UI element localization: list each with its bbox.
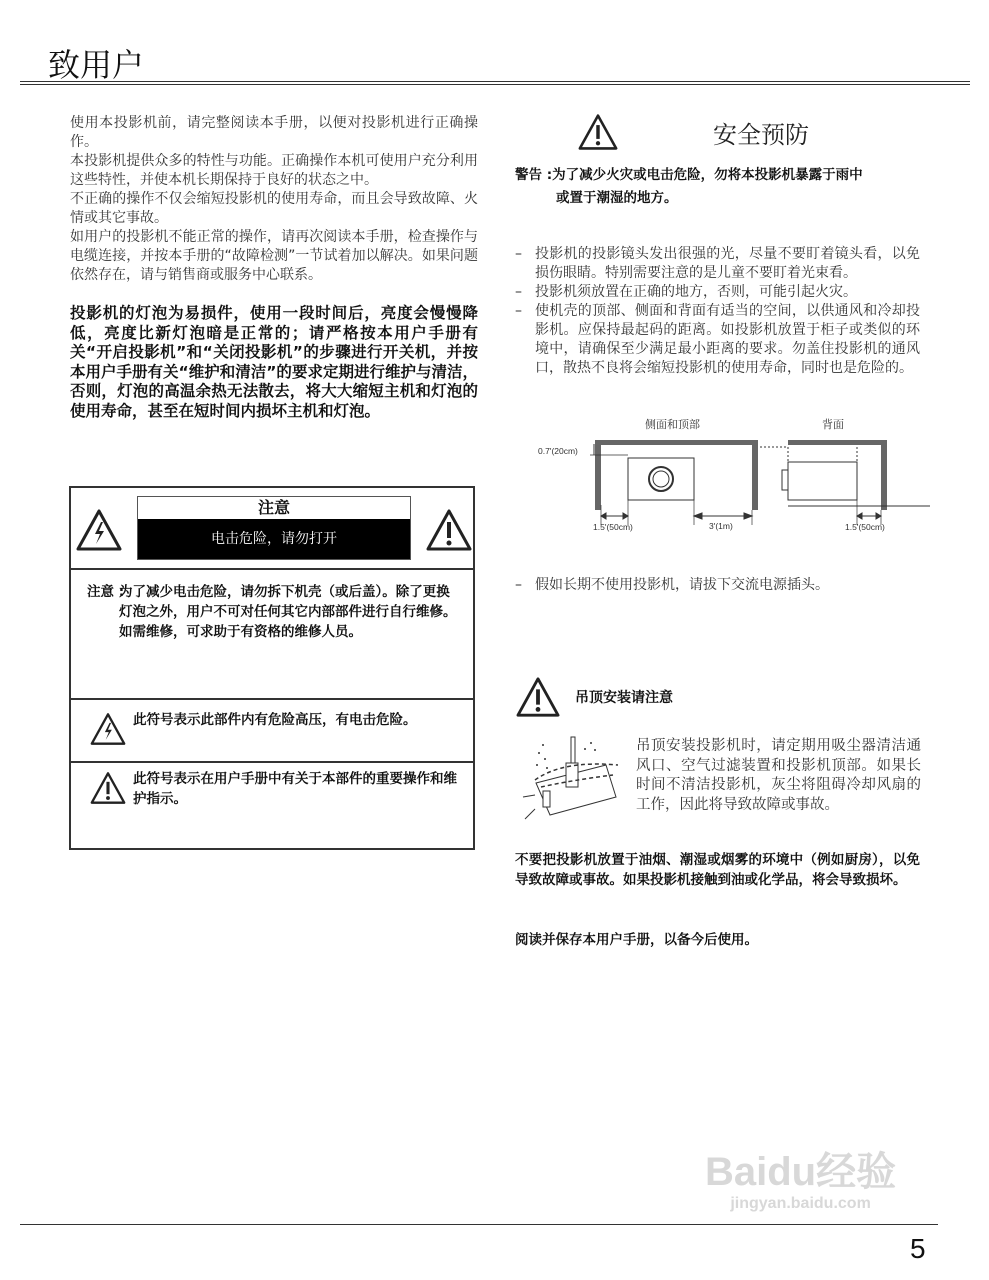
page-number: 5 bbox=[910, 1233, 926, 1264]
unplug-bullet bbox=[515, 576, 920, 595]
bullet-text: 投影机的投影镜头发出很强的光，尽量不要盯着镜头看，以免损伤眼睛。特别需要注意的是儿童不要盯着光束看。 bbox=[535, 246, 920, 281]
bullet-dash: – bbox=[515, 577, 522, 593]
sign-body: 电击危险，请勿打开 bbox=[138, 519, 410, 559]
warning-line: 或置于潮湿的地方。 bbox=[556, 190, 678, 206]
bullet-item bbox=[515, 302, 920, 378]
top-gap-label: 0.7'(20cm) bbox=[538, 446, 578, 456]
caution-sign-section bbox=[71, 488, 473, 570]
back-gap-label: 1.5'(50cm) bbox=[845, 522, 885, 532]
safety-title: 安全预防 bbox=[713, 121, 809, 149]
clearance-drawing bbox=[535, 410, 935, 535]
bullet-item bbox=[515, 576, 920, 595]
clearance-diagram bbox=[535, 410, 935, 535]
lamp-notice: 投影机的灯泡为易损件，使用一段时间后，亮度会慢慢降低，亮度比新灯泡暗是正常的；请严格按本用户手册有关“开启投影机”和“关闭投影机”的步骤进行开关机，并按本用户手册有关“维护和清洁”的要求定期进行维护与清洁，否则，灯泡的高温余热无法散去，将大大缩短主机和灯泡的使用寿命，甚至在短时间内损坏主机和灯泡。 bbox=[70, 304, 478, 420]
intro-paragraph: 使用本投影机前，请完整阅读本手册，以便对投影机进行正确操作。 bbox=[70, 115, 478, 150]
caution-text-section bbox=[71, 570, 473, 700]
bullet-text: 使机壳的顶部、侧面和背面有适当的空间，以供通风和冷却投影机。应保持最起码的距离。如投影机放置于柜子或类似的环境中，请确保至少满足最小距离的要求。勿盖住投影机的通风口，散热不良将会缩短投影机的使用寿命，同时也是危险的。 bbox=[535, 303, 920, 376]
footer-rule bbox=[20, 1224, 938, 1225]
sign-header: 注意 bbox=[257, 498, 290, 517]
caution-body: 为了减少电击危险，请勿拆下机壳（或后盖）。除了更换灯泡之外，用户不可对任何其它内部部件进行自行维修。如需维修，可求助于有资格的维修人员。 bbox=[119, 584, 457, 640]
warning-line: 警告 :为了减少火灾或电击危险，勿将本投影机暴露于雨中 bbox=[515, 167, 863, 183]
intro-paragraph: 如用户的投影机不能正常的操作，请再次阅读本手册，检查操作与电缆连接，并按本手册的“故障检测”一节试着加以解决。如果问题依然存在，请与销售商或服务中心联系。 bbox=[70, 229, 478, 283]
side-top-label: 侧面和顶部 bbox=[645, 418, 700, 431]
caution-label: 注意 : bbox=[87, 584, 125, 600]
instruction-symbol-text: 此符号表示在用户手册中有关于本部件的重要操作和维护指示。 bbox=[133, 771, 457, 807]
exclamation-warning-icon bbox=[576, 113, 620, 151]
ceiling-text: 吊顶安装投影机时，请定期用吸尘器清洁通风口、空气过滤装置和投影机顶部。如果长时间不清洁投影机，灰尘将阻碍冷却风扇的工作，因此将导致故障或事故。 bbox=[636, 738, 921, 813]
safety-bullets bbox=[515, 245, 920, 378]
ceiling-projector-illustration bbox=[513, 735, 618, 823]
ceiling-title: 吊顶安装请注意 bbox=[575, 690, 673, 706]
bullet-item bbox=[515, 283, 920, 302]
caution-sign bbox=[137, 496, 411, 560]
caution-text bbox=[87, 582, 457, 642]
exclamation-warning-icon bbox=[515, 676, 561, 718]
electric-shock-warning-icon bbox=[75, 508, 123, 552]
bullet-dash: – bbox=[515, 284, 522, 300]
watermark-url: jingyan.baidu.com bbox=[730, 1195, 871, 1212]
bullet-text: 投影机须放置在正确的地方，否则，可能引起火灾。 bbox=[535, 284, 857, 300]
shock-symbol-text: 此符号表示此部件内有危险高压，有电击危险。 bbox=[133, 712, 417, 728]
watermark-brand: Baidu经验 bbox=[705, 1150, 897, 1194]
front-gap-label: 3'(1m) bbox=[709, 521, 733, 531]
bullet-item bbox=[515, 245, 920, 283]
side-gap-label: 1.5'(50cm) bbox=[593, 522, 633, 532]
instruction-symbol-section bbox=[71, 763, 473, 848]
caution-box bbox=[69, 486, 475, 850]
exclamation-warning-icon bbox=[89, 771, 127, 805]
rain-warning bbox=[515, 164, 915, 210]
intro-paragraph: 本投影机提供众多的特性与功能。正确操作本机可使用户充分利用这些特性，并使本机长期保持于良好的状态之中。 bbox=[70, 153, 478, 188]
oil-warning: 不要把投影机放置于油烟、潮湿或烟雾的环境中（例如厨房），以免导致故障或事故。如果投影机接触到油或化学品，将会导致损坏。 bbox=[515, 852, 920, 888]
intro-paragraph: 不正确的操作不仅会缩短投影机的使用寿命，而且会导致故障、火情或其它事故。 bbox=[70, 191, 478, 226]
bullet-text: 假如长期不使用投影机，请拔下交流电源插头。 bbox=[535, 577, 829, 593]
exclamation-warning-icon bbox=[425, 508, 473, 552]
bullet-dash: – bbox=[515, 246, 522, 262]
shock-symbol-section bbox=[71, 700, 473, 763]
intro-section bbox=[70, 114, 478, 285]
back-label: 背面 bbox=[822, 418, 844, 431]
baidu-watermark bbox=[705, 1140, 896, 1213]
keep-manual-note: 阅读并保存本用户手册，以备今后使用。 bbox=[515, 932, 758, 948]
header-rule bbox=[20, 81, 970, 85]
page-title: 致用户 bbox=[48, 46, 145, 84]
electric-shock-warning-icon bbox=[89, 712, 127, 746]
bullet-dash: – bbox=[515, 303, 522, 319]
